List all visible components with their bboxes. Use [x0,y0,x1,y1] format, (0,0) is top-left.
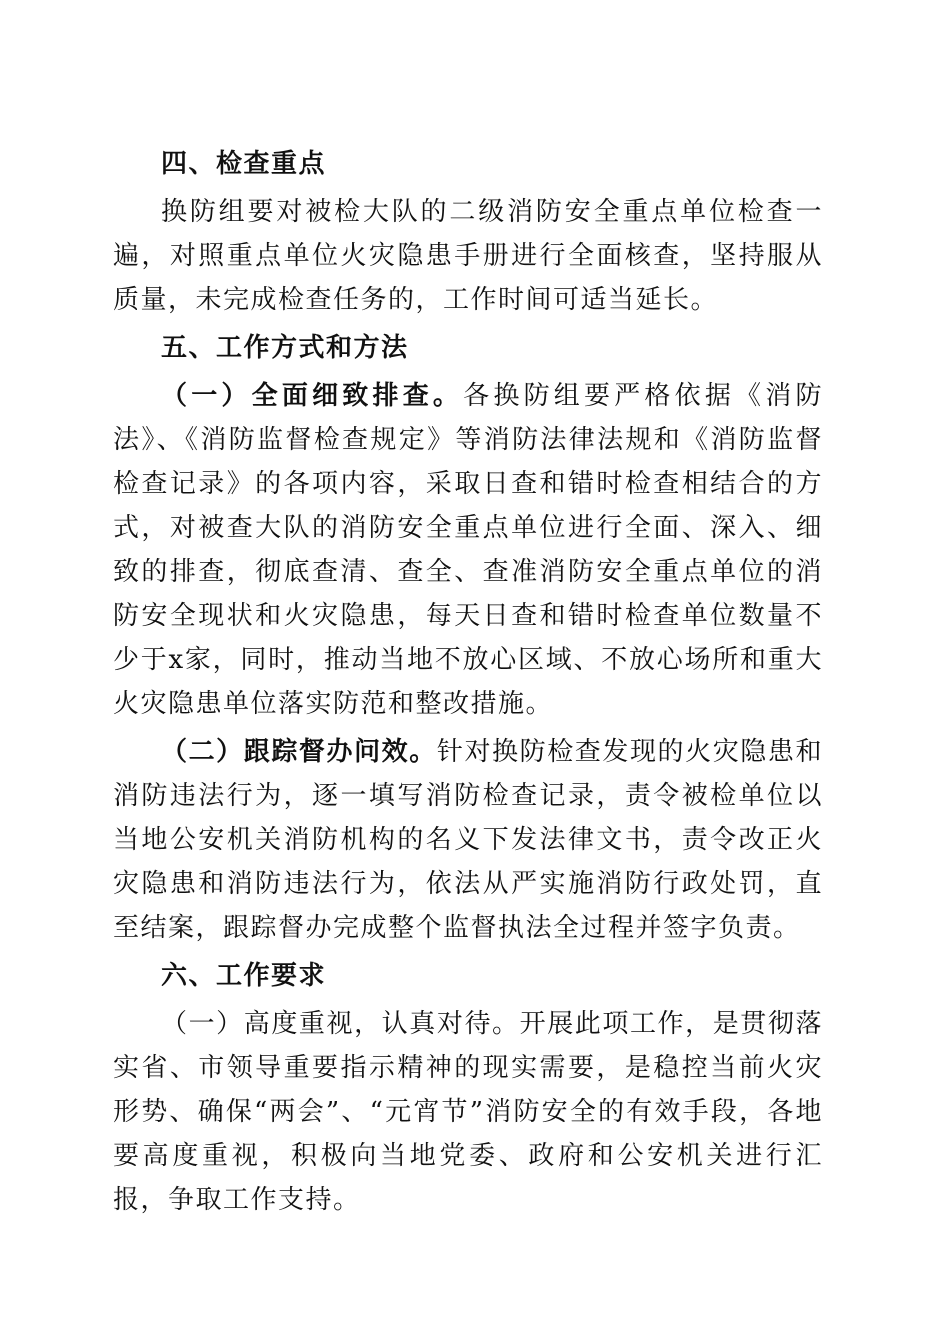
section-heading: 四、检查重点 [161,149,327,179]
section-paragraph [113,190,823,322]
section-work-requirements [113,954,823,1222]
paragraph-text: 各换防组要严格依据《消防法》、《消防监督检查规定》等消防法律法规和《消防监督检查记录》的各项内容，采取日查和错时检查相结合的方式，对被查大队的消防安全重点单位进行全面、深入、细致的排查，彻底查清、查全、查准消防安全重点单位的消防安全现状和火灾隐患，每天日查和错时检查单位数量不少于x家，同时，推动当地不放心区域、不放心场所和重大火灾隐患单位落实防范和整改措施。 [113,381,823,719]
paragraph-lead: （二）跟踪督办问效。 [161,737,437,767]
section-paragraph [113,730,823,950]
paragraph-text: 开展此项工作，是贯彻落实省、市领导重要指示精神的现实需要，是稳控当前火灾形势、确保“两会”、“元宵节”消防安全的有效手段，各地要高度重视，积极向当地党委、政府和公安机关进行汇报，争取工作支持。 [113,1009,823,1215]
paragraph-text: 针对换防检查发现的火灾隐患和消防违法行为，逐一填写消防检查记录，责令被检单位以当地公安机关消防机构的名义下发法律文书，责令改正火灾隐患和消防违法行为，依法从严实施消防行政处罚，直至结案，跟踪督办完成整个监督执法全过程并签字负责。 [113,737,823,943]
section-paragraph [113,1002,823,1222]
section-heading: 五、工作方式和方法 [161,333,409,363]
section-inspection-focus [113,142,823,322]
paragraph-lead: （一）全面细致排查。 [161,381,464,411]
paragraph-lead: （一）高度重视，认真对待。 [161,1009,520,1039]
paragraph-text: 换防组要对被检大队的二级消防安全重点单位检查一遍，对照重点单位火灾隐患手册进行全面核查，坚持服从质量，未完成检查任务的，工作时间可适当延长。 [113,197,823,315]
section-work-methods [113,326,823,950]
section-paragraph [113,374,823,726]
section-heading: 六、工作要求 [161,961,327,991]
document-body [113,142,823,1226]
